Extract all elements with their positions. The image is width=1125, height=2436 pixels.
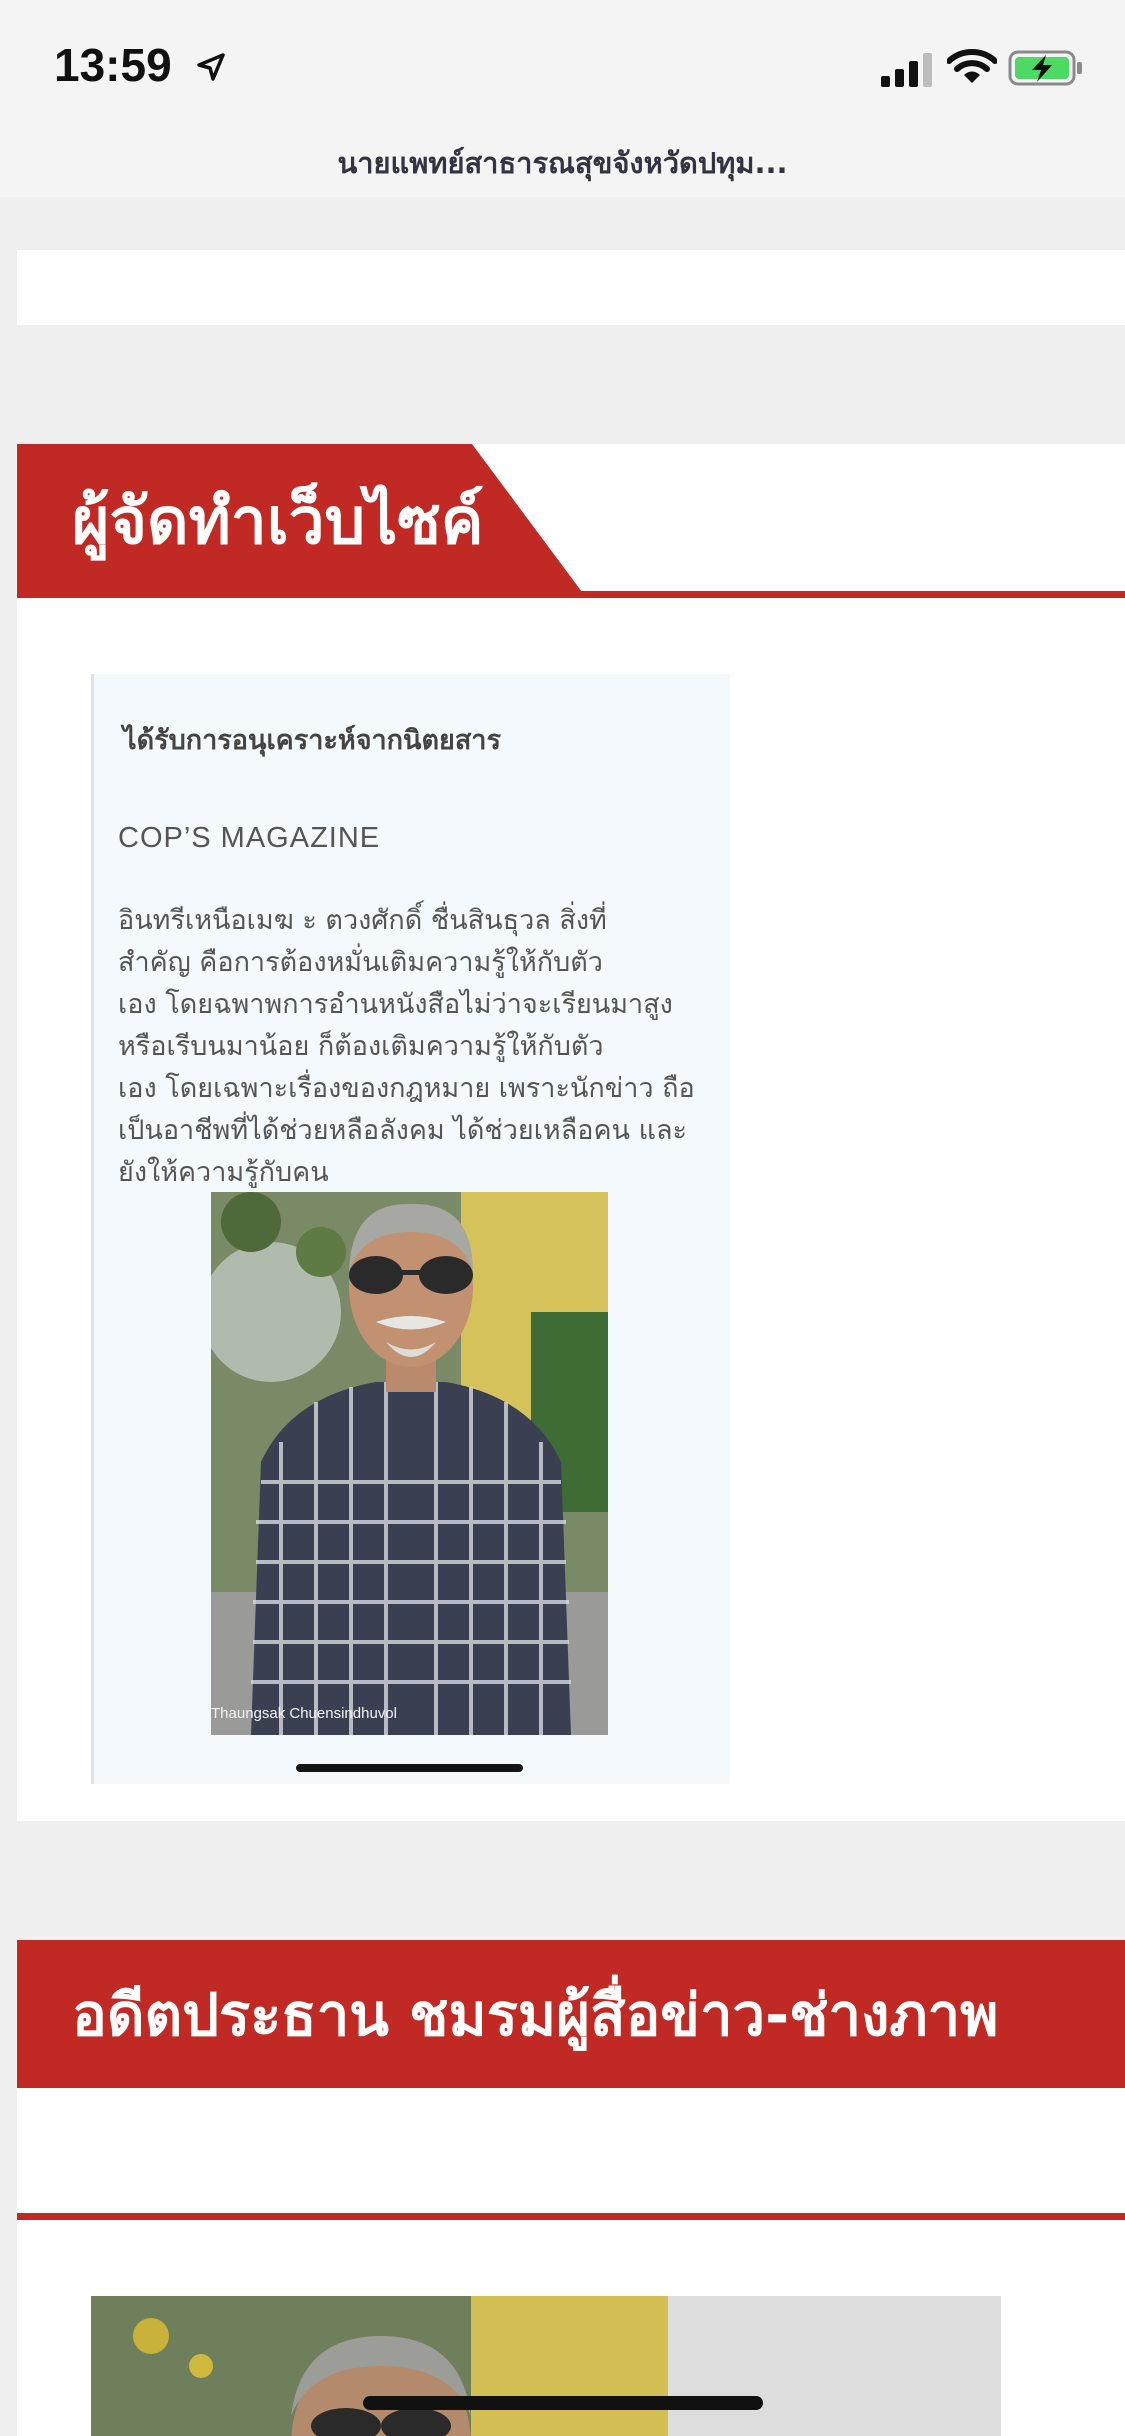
card-line-4: หรือเรีบนมาน้อย ก็ต้องเติมความรู้ให้กับตัว — [118, 1031, 604, 1062]
sponsor-line: ได้รับการอนุเคราะห์จากนิตยสาร — [123, 725, 501, 756]
former-president-heading: อดีตประธาน ชมรมผู้สื่อข่าว-ช่างภาพ — [72, 1981, 999, 2049]
former-president-photo — [91, 2296, 1001, 2436]
status-time: 13:59 — [54, 39, 172, 91]
portrait-photo — [211, 1192, 608, 1735]
card-line-5: เอง โดยเฉพาะเรื่องของกฎหมาย เพราะนักข่าว ถือ — [118, 1073, 695, 1104]
home-indicator[interactable] — [363, 2396, 763, 2410]
location-arrow-icon — [196, 52, 226, 82]
card-line-3: เอง โดยฉพาพการอำนหนังสือไม่ว่าจะเรียนมาสูง — [118, 989, 673, 1020]
carousel-scroll-indicator[interactable] — [296, 1764, 523, 1772]
section-divider — [17, 2213, 1125, 2220]
status-bar — [0, 0, 1125, 135]
magazine-name: COP’S MAGAZINE — [118, 822, 381, 854]
card-line-7: ยังให้ความรู้กับคน — [118, 1157, 329, 1188]
photo-credit: Thaungsak Chuensindhuvol — [211, 1705, 397, 1722]
web-creator-heading: ผู้จัดทำเว็บไซค์ — [72, 485, 484, 559]
battery-charging-icon — [1008, 50, 1084, 88]
cellular-signal-icon — [881, 52, 935, 88]
top-white-band — [17, 250, 1125, 325]
wifi-icon — [947, 48, 997, 86]
page-title[interactable]: นายแพทย์สาธารณสุขจังหวัดปทุม... — [337, 146, 788, 180]
card-line-1: อินทรีเหนือเมฆ ะ ตวงศักดิ์ ชื่นสินธุวล สิ่งที่ — [118, 905, 607, 936]
card-line-6: เป็นอาชีพที่ได้ช่วยหลือลังคม ได้ช่วยเหลือคน และ — [118, 1115, 688, 1146]
card-line-2: สำคัญ คือการต้องหมั่นเติมความรู้ให้กับตัว — [118, 947, 603, 978]
